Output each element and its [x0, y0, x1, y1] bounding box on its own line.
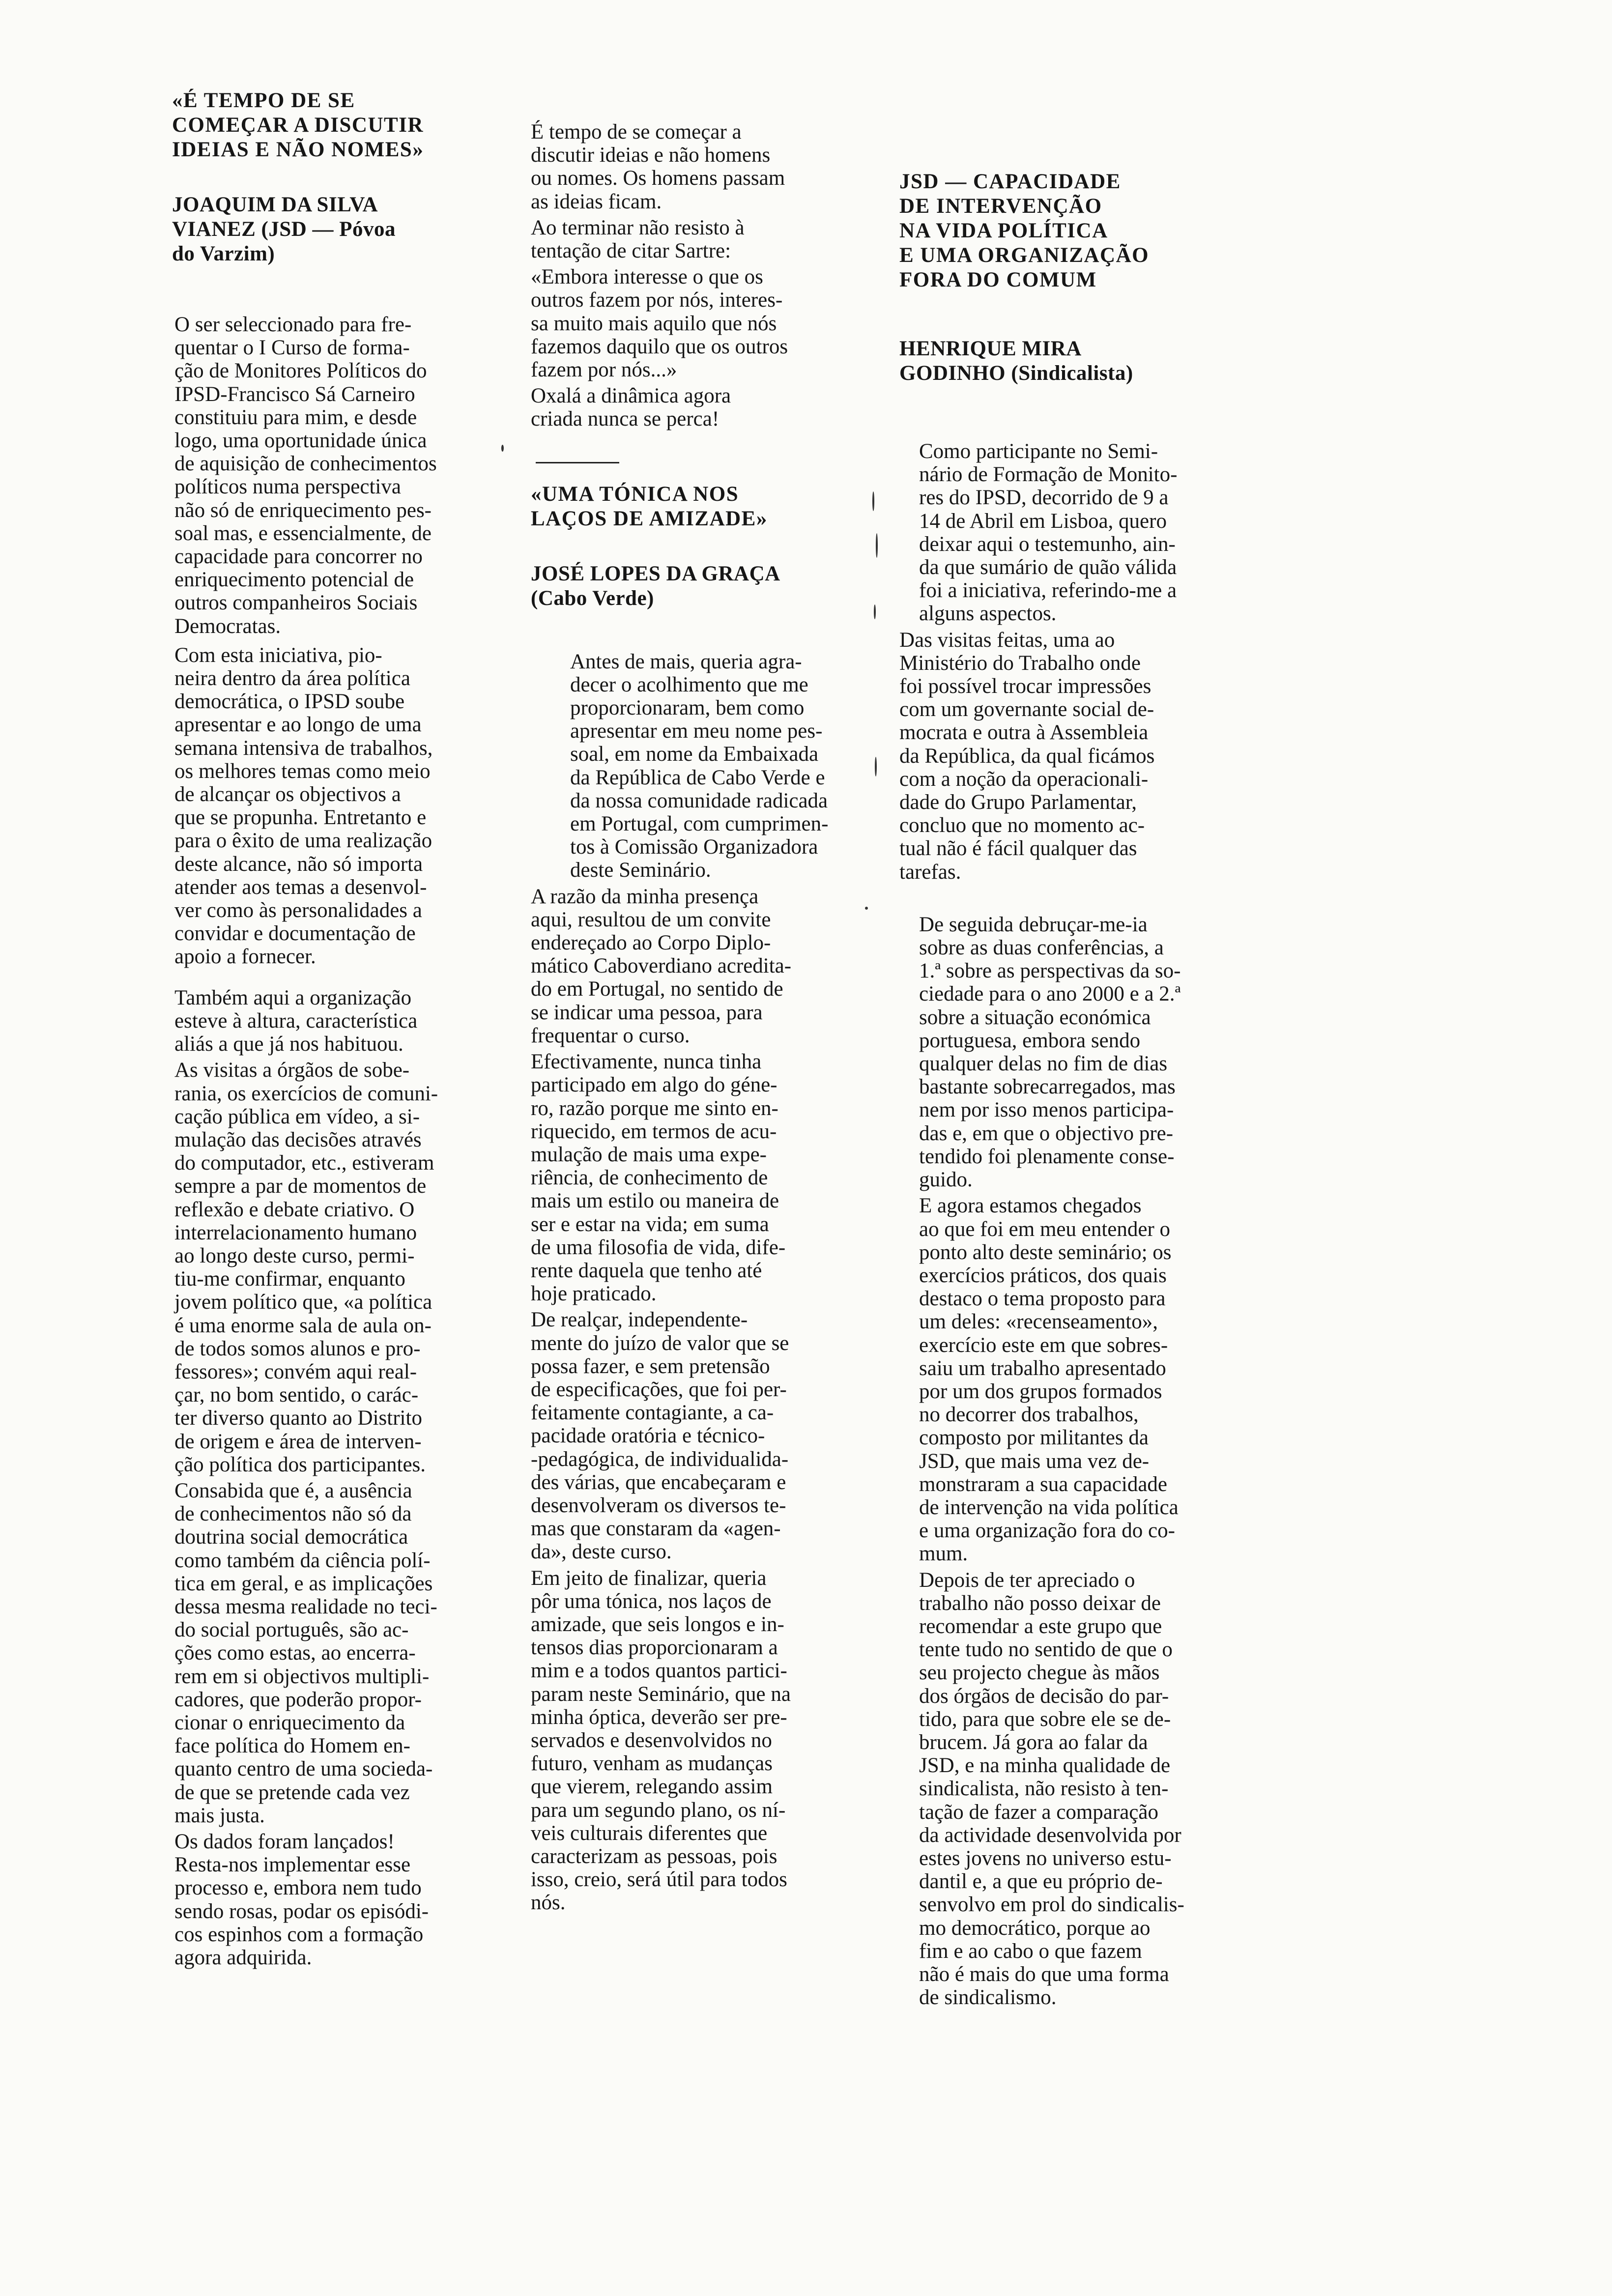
paragraph: Oxalá a dinâmica agora criada nunca se perca!	[531, 384, 731, 431]
paragraph: «Embora interesse o que os outros fazem por nós, interes- sa muito mais aquilo que nós fazemos daquilo que os outros fazem por nós...»	[531, 265, 788, 382]
paragraph: Depois de ter apreciado o trabalho não posso deixar de recomendar a este grupo que tente tudo no sentido de que o seu projecto chegue às mãos dos órgãos de decisão do par- tido, para que sobre ele se de- brucem. Já gora ao falar da JSD, e na minha qualidade de sindicalista, não resisto à ten- tação de fazer a comparação da actividade desenvolvida por estes jovens no universo estu- dantil e, a que eu próprio de- senvolvo em prol do sindicalis- mo democrático, porque ao fim e ao cabo o que fazem não é mais do que uma forma de sindicalismo.	[919, 1568, 1184, 2009]
article-intro	[531, 120, 885, 431]
paragraph: Das visitas feitas, uma ao Ministério do Trabalho onde foi possível trocar impressões com um governante social de- mocrata e outra à Assembleia da República, da qual ficámos com a noção da operacionali- dade do Grupo Parlamentar, concluo que no momento ac- tual não é fácil qualquer das tarefas.	[899, 628, 1155, 884]
article-author: JOAQUIM DA SILVA VIANEZ (JSD — Póvoa do Varzim)	[172, 193, 396, 265]
paragraph: Ao terminar não resisto à tentação de citar Sartre:	[531, 216, 745, 263]
paragraph: Efectivamente, nunca tinha participado em algo do géne- ro, razão porque me sinto en- riquecido, em termos de acu- mulação de mais uma expe- riência, de conhecimento de mais um estilo ou maneira de ser e estar na vida; em suma de uma filosofia de vida, dife- rente daquela que tenho até hoje praticado.	[531, 1050, 786, 1306]
article-column-3	[899, 170, 1251, 2012]
scan-speck	[876, 533, 878, 558]
article-headline: «É TEMPO DE SE COMEÇAR A DISCUTIR IDEIAS E NÃO NOMES»	[172, 89, 424, 161]
paragraph: Como participante no Semi- nário de Formação de Monito- res do IPSD, decorrido de 9 a 14 de Abril em Lisboa, quero deixar aqui o testemunho, ain- da que sumário de quão válida foi a iniciativa, referindo-me a alguns aspectos.	[919, 440, 1178, 626]
scan-speck	[865, 907, 868, 910]
paragraph: E agora estamos chegados ao que foi em meu entender o ponto alto deste seminário; os exercícios práticos, dos quais destaco o tema proposto para um deles: «recenseamento», exercício este em que sobres- saiu um trabalho apresentado por um dos grupos formados no decorrer dos trabalhos, composto por militantes da JSD, que mais uma vez de- monstraram a sua capacidade de intervenção na vida política e uma organização fora do co- mum.	[919, 1194, 1179, 1566]
paragraph: As visitas a órgãos de sobe- rania, os exercícios de comuni- cação pública em vídeo, a si- mulação das decisões através do computador, etc., estiveram sempre a par de momentos de reflexão e debate criativo. O interrelacionamento humano ao longo deste curso, permi- tiu-me confirmar, enquanto jovem político que, «a política é uma enorme sala de aula on- de todos somos alunos e pro- fessores»; convém aqui real- çar, no bom sentido, o carác- ter diverso quanto ao Distrito de origem e área de interven- ção política dos participantes.	[174, 1059, 438, 1476]
paragraph: Antes de mais, queria agra- decer o acolhimento que me proporcionaram, bem como apresentar em meu nome pes- soal, em nome da Embaixada da República de Cabo Verde e da nossa comunidade radicada em Portugal, com cumprimen- tos à Comissão Organizadora deste Seminário.	[570, 650, 829, 882]
article-body	[899, 440, 1251, 2009]
scan-speck	[872, 491, 874, 511]
scan-speck	[501, 445, 504, 452]
paragraph: De seguida debruçar-me-ia sobre as duas conferências, a 1.ª sobre as perspectivas da so- ciedade para o ano 2000 e a 2.ª sobre a situação económica portuguesa, embora sendo qualquer delas no fim de dias bastante sobrecarregados, mas nem por isso menos participa- das e, em que o objectivo pre- tendido foi plenamente conse- guido.	[919, 913, 1181, 1192]
article-body	[125, 313, 464, 1969]
article-headline: JSD — CAPACIDADE DE INTERVENÇÃO NA VIDA POLÍTICA E UMA ORGANIZAÇÃO FORA DO COMUM	[899, 170, 1150, 291]
article-body	[531, 650, 885, 1915]
article-author: HENRIQUE MIRA GODINHO (Sindicalista)	[899, 337, 1133, 385]
paragraph: Os dados foram lançados! Resta-nos implementar esse processo e, embora nem tudo sendo rosas, podar os episódi- cos espinhos com a formação agora adquirida.	[174, 1830, 429, 1970]
scan-speck	[875, 757, 877, 776]
paragraph: Em jeito de finalizar, queria pôr uma tónica, nos laços de amizade, que seis longos e in- tensos dias proporcionaram a mim e a todos quantos partici- param neste Seminário, que na minha óptica, deverão ser pre- servados e desenvolvidos no futuro, venham as mudanças que vierem, relegando assim para um segundo plano, os ní- veis culturais diferentes que caracterizam as pessoas, pois isso, creio, será útil para todos nós.	[531, 1566, 791, 1915]
paragraph: A razão da minha presença aqui, resultou de um convite endereçado ao Corpo Diplo- mático Caboverdiano acredita- do em Portugal, no sentido de se indicar uma pessoa, para frequentar o curso.	[531, 885, 792, 1047]
paragraph: É tempo de se começar a discutir ideias e não homens ou nomes. Os homens passam as ideias ficam.	[531, 120, 785, 213]
scan-speck	[874, 604, 876, 619]
paragraph: De realçar, independente- mente do juízo de valor que se possa fazer, e sem pretensão de especificações, que foi per- feitamente contagiante, a ca- pacidade oratória e técnico- -pedagógica, de individualida- des várias, que encabeçaram e desenvolveram os diversos te- mas que constaram da «agen- da», deste curso.	[531, 1308, 789, 1564]
article-author: JOSÉ LOPES DA GRAÇA (Cabo Verde)	[531, 562, 780, 610]
paragraph: Também aqui a organização esteve à altura, característica aliás a que já nos habituou.	[174, 986, 418, 1056]
paragraph: Com esta iniciativa, pio- neira dentro da área política democrática, o IPSD soube apresentar e ao longo de uma semana intensiva de trabalhos, os melhores temas como meio de alcançar os objectivos a que se propunha. Entretanto e para o êxito de uma realização deste alcance, não só importa atender aos temas a desenvol- ver como às personalidades a convidar e documentação de apoio a fornecer.	[174, 643, 433, 969]
article-headline: «UMA TÓNICA NOS LAÇOS DE AMIZADE»	[531, 482, 768, 530]
divider	[536, 462, 619, 463]
article-column-1	[125, 88, 464, 1972]
article-column-2	[531, 120, 885, 1918]
paragraph: O ser seleccionado para fre- quentar o I Curso de forma- ção de Monitores Políticos do IPSD-Francisco Sá Carneiro constituiu para mim, e desde logo, uma oportunidade única de aquisição de conhecimentos políticos numa perspectiva não só de enriquecimento pes- soal mas, e essencialmente, de capacidade para concorrer no enriquecimento potencial de outros companheiros Sociais Democratas.	[174, 313, 437, 638]
paragraph: Consabida que é, a ausência de conhecimentos não só da doutrina social democrática como também da ciência polí- tica em geral, e as implicações dessa mesma realidade no teci- do social português, são ac- ções como estas, ao encerra- rem em si objectivos multipli- cadores, que poderão propor- cionar o enriquecimento da face política do Homem en- quanto centro de uma socieda- de que se pretende cada vez mais justa.	[174, 1479, 437, 1827]
